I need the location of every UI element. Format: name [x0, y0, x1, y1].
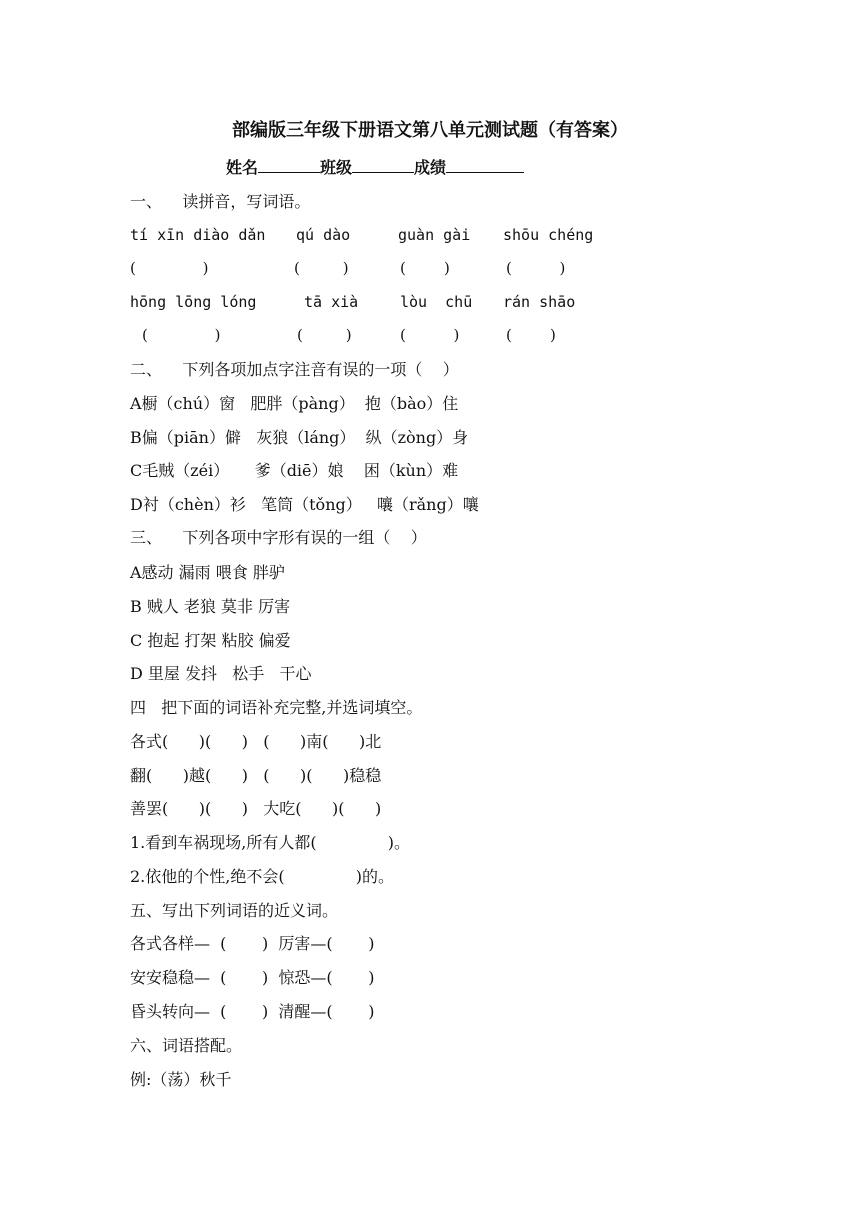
- fill-row[interactable]: 翻( )越( ) ( )( )稳稳: [130, 766, 382, 785]
- answer-blank[interactable]: ( ): [506, 326, 556, 344]
- pinyin-2-1: hōng lōng lóng: [130, 293, 257, 311]
- option-c: C 抱起 打架 粘胶 偏爱: [130, 631, 291, 650]
- answer-blank[interactable]: ( ): [506, 259, 566, 277]
- pinyin-2-4: rán shāo: [503, 293, 576, 311]
- student-info-line: [226, 155, 524, 178]
- section1-heading: 一、 读拼音，写词语。: [130, 192, 311, 211]
- fill-row[interactable]: 善罢( )( ) 大吃( )( ): [130, 799, 382, 818]
- option-b: B 贼人 老狼 莫非 厉害: [130, 597, 291, 616]
- class-blank[interactable]: [352, 156, 414, 173]
- option-d: D 里屋 发抖 松手 干心: [130, 664, 312, 683]
- score-blank[interactable]: [446, 156, 524, 173]
- name-label: 姓名: [226, 158, 259, 177]
- option-c: C毛贼（zéi） 爹（diē）娘 困（kùn）难: [130, 461, 459, 480]
- option-d: D衬（chèn）衫 笔筒（tǒng） 嚷（rǎng）嚷: [130, 495, 479, 514]
- answer-blank[interactable]: ( ): [297, 326, 352, 344]
- answer-blank[interactable]: ( ): [400, 326, 460, 344]
- class-label: 班级: [320, 158, 353, 177]
- pinyin-1-1: tí xīn diào dǎn: [130, 226, 266, 244]
- sentence-2[interactable]: 2.依他的个性,绝不会( )的。: [130, 867, 395, 886]
- pinyin-1-3: guàn gài: [398, 226, 471, 244]
- answer-blank[interactable]: ( ): [142, 326, 221, 344]
- synonym-row[interactable]: 安安稳稳— ( ) 惊恐—( ): [130, 968, 375, 987]
- answer-blank[interactable]: ( ): [294, 259, 349, 277]
- pinyin-2-2: tā xià: [304, 293, 359, 311]
- fill-row[interactable]: 各式( )( ) ( )南( )北: [130, 732, 382, 751]
- name-blank[interactable]: [258, 156, 320, 173]
- pinyin-1-2: qú dào: [296, 226, 351, 244]
- section2-heading: 二、 下列各项加点字注音有误的一项（ ）: [130, 360, 459, 379]
- answer-blank[interactable]: ( ): [130, 259, 209, 277]
- option-a: A橱（chú）窗 肥胖（pàng） 抱（bào）住: [130, 394, 459, 413]
- option-b: B偏（piān）僻 灰狼（láng） 纵（zòng）身: [130, 428, 469, 447]
- option-a: A感动 漏雨 喂食 胖驴: [130, 563, 285, 582]
- example-line: 例:（荡）秋千: [130, 1070, 232, 1089]
- sentence-1[interactable]: 1.看到车祸现场,所有人都( )。: [130, 833, 411, 852]
- section4-heading: 四 把下面的词语补充完整,并选词填空。: [130, 698, 423, 717]
- section6-heading: 六、词语搭配。: [130, 1036, 243, 1055]
- answer-blank[interactable]: ( ): [400, 259, 450, 277]
- synonym-row[interactable]: 各式各样— ( ) 厉害—( ): [130, 934, 375, 953]
- pinyin-2-3: lòu chū: [400, 293, 473, 311]
- synonym-row[interactable]: 昏头转向— ( ) 清醒—( ): [130, 1002, 375, 1021]
- page-title: 部编版三年级下册语文第八单元测试题（有答案）: [232, 120, 628, 141]
- score-label: 成绩: [414, 158, 447, 177]
- section5-heading: 五、写出下列词语的近义词。: [130, 901, 339, 920]
- pinyin-1-4: shōu chéng: [503, 226, 594, 244]
- section3-heading: 三、 下列各项中字形有误的一组（ ）: [130, 528, 427, 547]
